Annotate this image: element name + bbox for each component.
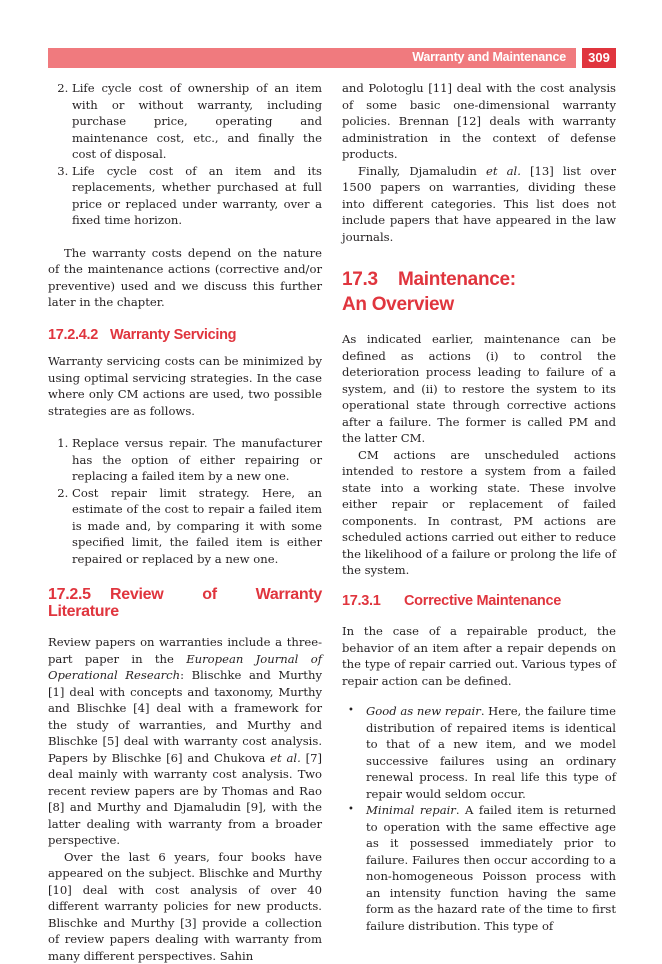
- running-header-title: Warranty and Maintenance: [412, 50, 566, 64]
- list-item: 1. Replace versus repair. The manufacturer has the option of either repairing or replacing a failed item by a new one.: [72, 435, 322, 485]
- paragraph: Review papers on warranties include a three-part paper in the European Journal of Operational Research: Blischke and Murthy [1] deal with concepts and taxonomy, Murthy and Blischke [4] deal with a framework for the study of warranties, and Murthy and Blischke [5] deal with warranty cost analysis. Papers by Blischke [6] and Chukova et al. [7] deal mainly with warranty cost analysis. Two recent review papers are by Thomas and Rao [8] and Murthy and Djamaludin [9], with the latter dealing with warranty from a broader perspective.: [48, 634, 322, 849]
- left-column: [48, 80, 322, 964]
- paragraph: CM actions are unscheduled actions intended to restore a system from a failed state into a working state. These involve either repair or replacement of failed components. In contrast, PM actions are scheduled actions carried out either to reduce the likelihood of a failure or prolong the life of the system.: [342, 447, 616, 579]
- paragraph: Warranty servicing costs can be minimized by using optimal servicing strategies. In the case where only CM actions are used, two possible strategies are as follows.: [48, 353, 322, 419]
- list-item: 2. Cost repair limit strategy. Here, an estimate of the cost to repair a failed item is made and, by comparing it with some specified limit, the failed item is either repaired or replaced by a new one.: [72, 485, 322, 568]
- section-heading-corrective-maintenance: 17.3.1 Corrective Maintenance: [342, 593, 616, 610]
- paragraph: Finally, Djamaludin et al. [13] list over 1500 papers on warranties, dividing these into different categories. This list does not include papers that have appeared in the law journals.: [342, 163, 616, 246]
- list-item: 3. Life cycle cost of an item and its replacements, whether purchased at full price or replaced under warranty, over a fixed time horizon.: [72, 163, 322, 229]
- right-column: [342, 80, 616, 934]
- paragraph: In the case of a repairable product, the behavior of an item after a repair depends on the type of repair carried out. Various types of repair action can be defined.: [342, 623, 616, 689]
- repair-types-list: [342, 703, 616, 934]
- list-item: • Good as new repair. Here, the failure time distribution of repaired items is identical to that of a new item, and we model successive failures using an ordinary renewal process. In real life this type of repair would seldom occur.: [366, 703, 616, 802]
- life-cycle-cost-list: [48, 80, 322, 229]
- paragraph: Over the last 6 years, four books have appeared on the subject. Blischke and Murthy [10] deal with cost analysis of over 40 different warranty policies for new products. Blischke and Murthy [3] provide a collection of review papers dealing with warranty from many different perspectives. Sahin: [48, 849, 322, 964]
- section-heading-maintenance-overview: 17.3 Maintenance: An Overview: [342, 267, 616, 317]
- paragraph: and Polotoglu [11] deal with the cost analysis of some basic one-dimensional warranty policies. Brennan [12] deals with warranty administration in the context of defense products.: [342, 80, 616, 163]
- list-item: • Minimal repair. A failed item is returned to operation with the same effective age as it possessed immediately prior to failure. Failures then occur according to a non-homogeneous Poisson process with an intensity function having the same form as the hazard rate of the time to first failure distribution. This type of: [366, 802, 616, 934]
- paragraph: The warranty costs depend on the nature of the maintenance actions (corrective and/or preventive) used and we discuss this further later in the chapter.: [48, 245, 322, 311]
- page-number: 309: [582, 48, 616, 68]
- servicing-strategies-list: [48, 435, 322, 567]
- list-item: 2. Life cycle cost of ownership of an item with or without warranty, including purchase price, operating and maintenance cost, etc., and finally the cost of disposal.: [72, 80, 322, 163]
- bullet-icon: •: [348, 703, 354, 720]
- section-heading-review-literature: 17.2.5 Review of Warranty Literature: [48, 587, 322, 620]
- bullet-icon: •: [348, 802, 354, 819]
- paragraph: As indicated earlier, maintenance can be defined as actions (i) to control the deterioration process leading to failure of a system, and (ii) to restore the system to its operational state through corrective actions after a failure. The former is called PM and the latter CM.: [342, 331, 616, 447]
- section-heading-warranty-servicing: 17.2.4.2 Warranty Servicing: [48, 327, 322, 344]
